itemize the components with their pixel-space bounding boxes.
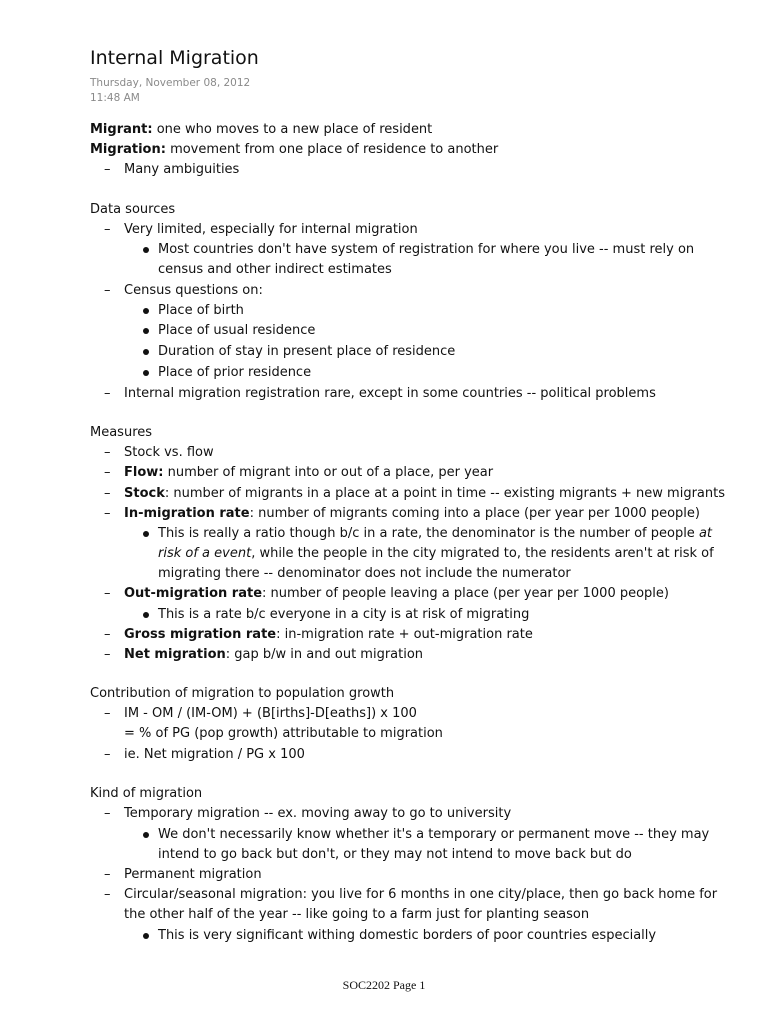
- stock-definition: [124, 484, 725, 504]
- list-item: ie. Net migration / PG x 100: [124, 747, 305, 762]
- dash-marker: –: [104, 283, 111, 298]
- dash-marker: –: [104, 465, 111, 480]
- gross-migration-def: : in-migration rate + out-migration rate: [276, 627, 533, 642]
- list-item: Place of prior residence: [158, 365, 312, 380]
- contribution-heading: Contribution of migration to population growth: [90, 686, 395, 701]
- flow-term: Flow:: [124, 465, 164, 480]
- page-footer: SOC2202 Page 1: [342, 978, 426, 992]
- list-item: Census questions on:: [124, 283, 263, 298]
- flow-definition: [124, 463, 493, 483]
- bullet-marker: [143, 531, 149, 537]
- ratio-text-italic: risk of a event: [158, 546, 252, 561]
- dash-marker: –: [104, 867, 111, 882]
- dash-marker: –: [104, 486, 111, 501]
- in-migration-definition: [124, 504, 700, 524]
- formula: IM - OM / (IM-OM) + (B[irths]-D[eaths]) x 100: [124, 706, 417, 721]
- list-item: Most countries don't have system of registration for where you live -- must rely on: [158, 242, 695, 257]
- list-item: Internal migration registration rare, except in some countries -- political problems: [124, 386, 656, 401]
- gross-migration-definition: [124, 625, 533, 645]
- dash-marker: –: [104, 386, 111, 401]
- ratio-text-b: , while the people in the city migrated to, the residents aren't at risk of: [251, 546, 714, 561]
- list-item: [158, 524, 712, 544]
- bullet-marker: [143, 933, 149, 939]
- list-item: Circular/seasonal migration: you live for 6 months in one city/place, then go back home for: [124, 887, 718, 902]
- list-item: Very limited, especially for internal migration: [124, 222, 418, 237]
- out-migration-definition: [124, 584, 669, 604]
- note-date: Thursday, November 08, 2012: [90, 77, 251, 89]
- stock-def: : number of migrants in a place at a point in time -- existing migrants + new migrants: [164, 486, 726, 501]
- flow-def: number of migrant into or out of a place, per year: [163, 465, 494, 480]
- in-migration-term: In-migration rate: [124, 506, 250, 521]
- list-item: Temporary migration -- ex. moving away to go to university: [124, 806, 512, 821]
- list-item: This is a rate b/c everyone in a city is at risk of migrating: [158, 607, 530, 622]
- ratio-text-italic: at: [698, 526, 713, 541]
- bullet-marker: [143, 247, 149, 253]
- list-item: Duration of stay in present place of residence: [158, 344, 456, 359]
- bullet-marker: [143, 308, 149, 314]
- list-item: Many ambiguities: [124, 162, 240, 177]
- kinds-heading: Kind of migration: [90, 786, 203, 801]
- list-item-continued: the other half of the year -- like going to a farm just for planting season: [124, 907, 590, 922]
- dash-marker: –: [104, 706, 111, 721]
- dash-marker: –: [104, 445, 111, 460]
- dash-marker: –: [104, 162, 111, 177]
- net-migration-definition: [124, 645, 423, 665]
- note-time: 11:48 AM: [90, 92, 140, 104]
- formula-continued: = % of PG (pop growth) attributable to migration: [124, 726, 443, 741]
- in-migration-def: : number of migrants coming into a place (per year per 1000 people): [249, 506, 700, 521]
- migrant-definition: [90, 120, 432, 140]
- data-sources-heading: Data sources: [90, 202, 176, 217]
- dash-marker: –: [104, 747, 111, 762]
- list-item: Stock vs. flow: [124, 445, 214, 460]
- list-item-continued: [158, 544, 714, 564]
- list-item: We don't necessarily know whether it's a temporary or permanent move -- they may: [158, 827, 710, 842]
- stock-term: Stock: [124, 486, 165, 501]
- migration-definition: [90, 140, 498, 160]
- dash-marker: –: [104, 627, 111, 642]
- list-item-continued: migrating there -- denominator does not include the numerator: [158, 566, 571, 581]
- dash-marker: –: [104, 887, 111, 902]
- bullet-marker: [143, 328, 149, 334]
- dash-marker: –: [104, 647, 111, 662]
- list-item: Place of birth: [158, 303, 244, 318]
- list-item: Place of usual residence: [158, 323, 316, 338]
- list-item: This is very significant withing domestic borders of poor countries especially: [158, 928, 657, 943]
- migrant-term: Migrant:: [90, 122, 153, 137]
- bullet-marker: [143, 349, 149, 355]
- gross-migration-term: Gross migration rate: [124, 627, 277, 642]
- dash-marker: –: [104, 506, 111, 521]
- migration-def: movement from one place of residence to another: [165, 142, 499, 157]
- bullet-marker: [143, 832, 149, 838]
- dash-marker: –: [104, 586, 111, 601]
- net-migration-def: : gap b/w in and out migration: [225, 647, 424, 662]
- bullet-marker: [143, 612, 149, 618]
- list-item-continued: census and other indirect estimates: [158, 262, 392, 277]
- measures-heading: Measures: [90, 425, 153, 440]
- net-migration-term: Net migration: [124, 647, 226, 662]
- migration-term: Migration:: [90, 142, 166, 157]
- list-item-continued: intend to go back but don't, or they may not intend to move back but do: [158, 847, 632, 862]
- page-title: Internal Migration: [90, 47, 259, 69]
- list-item: Permanent migration: [124, 867, 262, 882]
- ratio-text-a: This is really a ratio though b/c in a rate, the denominator is the number of people: [158, 526, 699, 541]
- bullet-marker: [143, 370, 149, 376]
- migrant-def: one who moves to a new place of resident: [152, 122, 433, 137]
- dash-marker: –: [104, 806, 111, 821]
- out-migration-term: Out-migration rate: [124, 586, 263, 601]
- dash-marker: –: [104, 222, 111, 237]
- out-migration-def: : number of people leaving a place (per year per 1000 people): [262, 586, 669, 601]
